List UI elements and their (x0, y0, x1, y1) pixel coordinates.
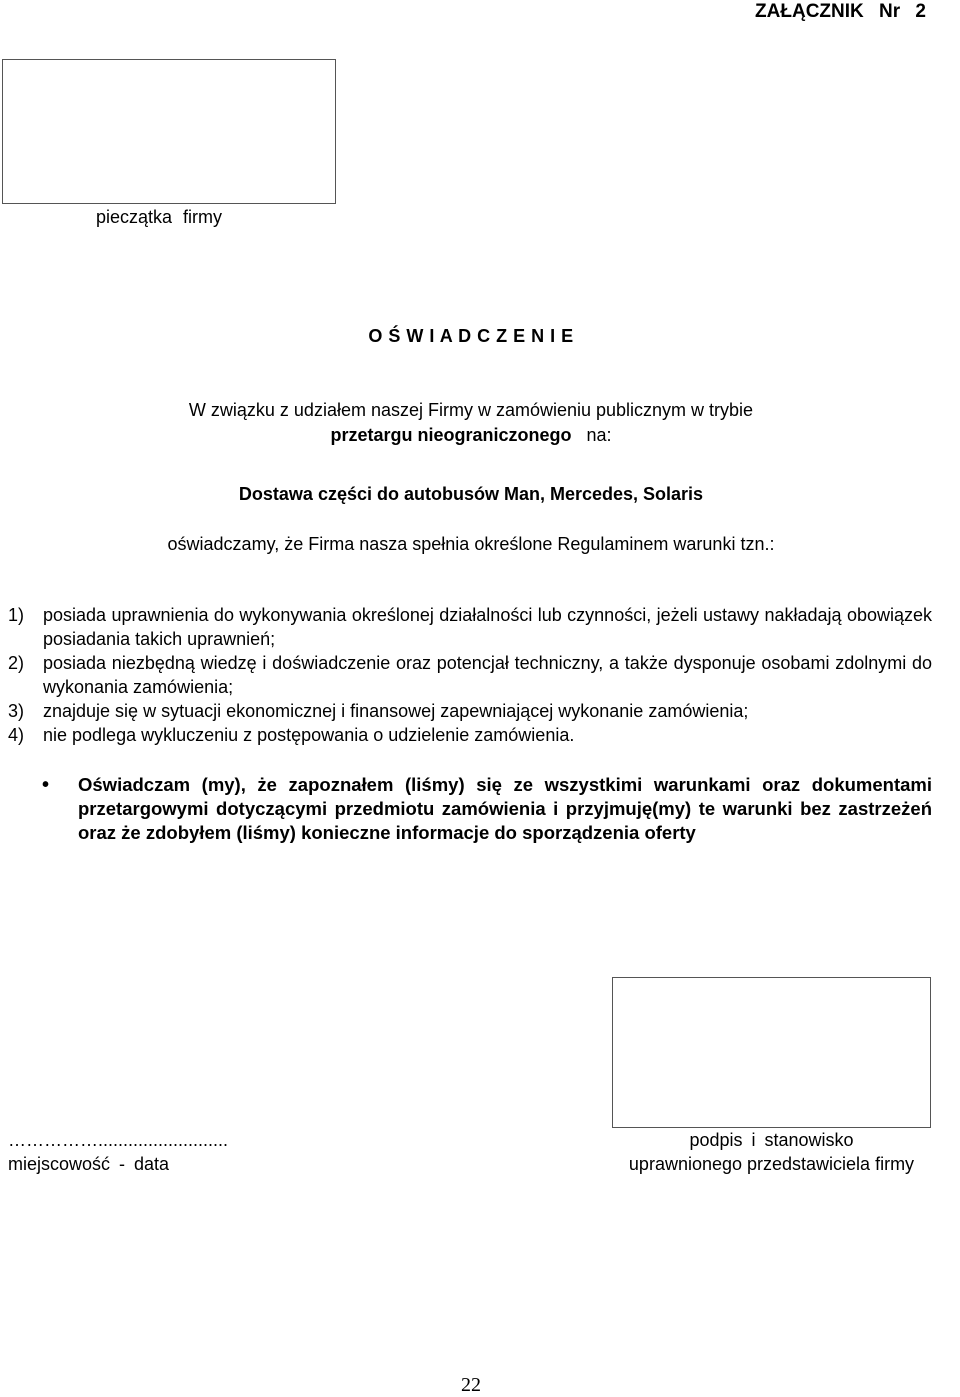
signature-label-line-2: uprawnionego przedstawiciela firmy (628, 1154, 915, 1174)
attachment-number: Nr 2 (879, 1, 926, 22)
declaration-line: oświadczamy, że Firma nasza spełnia określone Regulaminem warunki tzn.: (167, 534, 775, 554)
condition-text: nie podlega wykluczeniu z postępowania o udzielenie zamówienia. (43, 725, 575, 745)
intro-line-2-rest: na: (571, 425, 612, 445)
condition-number: 3) (8, 701, 25, 721)
attachment-header (755, 0, 926, 24)
bullet-statement-text: Oświadczam (my), że zapoznałem (liśmy) się ze wszystkimi warunkami oraz dokumentami przetargowymi dotyczącymi przedmiotu zamówienia i przyjmuję(my) te warunki bez zastrzeżeń oraz że zdobyłem (liśmy) konieczne informacje do sporządzenia oferty (78, 774, 932, 843)
condition-item (8, 603, 932, 651)
company-stamp-box (2, 59, 336, 204)
condition-text: posiada uprawnienia do wykonywania określonej działalności lub czynności, jeżeli ustawy nakładają obowiązek posiadania takich uprawnień; (43, 605, 932, 649)
attachment-label: ZAŁĄCZNIK (755, 1, 864, 22)
conditions-list (8, 603, 932, 747)
condition-number: 2) (8, 653, 25, 673)
page-number: 22 (461, 1374, 481, 1396)
condition-text: posiada niezbędną wiedzę i doświadczenie oraz potencjał techniczny, a także dysponuje osobami zdolnymi do wykonania zamówienia; (43, 653, 932, 697)
signature-box (612, 977, 931, 1128)
place-date-label: miejscowość - data (8, 1154, 170, 1174)
company-stamp-label: pieczątka firmy (96, 207, 223, 227)
signature-label-line-1: podpis i stanowisko (689, 1130, 854, 1150)
intro-line-1: W związku z udziałem naszej Firmy w zamówieniu publicznym w trybie (188, 400, 754, 420)
condition-item (8, 651, 932, 699)
place-date-dots: …………….......................... (8, 1130, 229, 1150)
condition-number: 4) (8, 725, 25, 745)
document-title: O Ś W I A D C Z E N I E (368, 326, 574, 346)
bullet-statement (42, 773, 932, 845)
tender-mode: przetargu nieograniczonego (330, 425, 572, 445)
bullet-icon: • (42, 774, 50, 796)
condition-number: 1) (8, 605, 25, 625)
condition-text: znajduje się w sytuacji ekonomicznej i finansowej zapewniającej wykonanie zamówienia; (43, 701, 749, 721)
condition-item (8, 699, 932, 723)
tender-subject: Dostawa części do autobusów Man, Mercedes, Solaris (238, 484, 704, 504)
intro-line-2 (0, 425, 942, 446)
condition-item (8, 723, 932, 747)
